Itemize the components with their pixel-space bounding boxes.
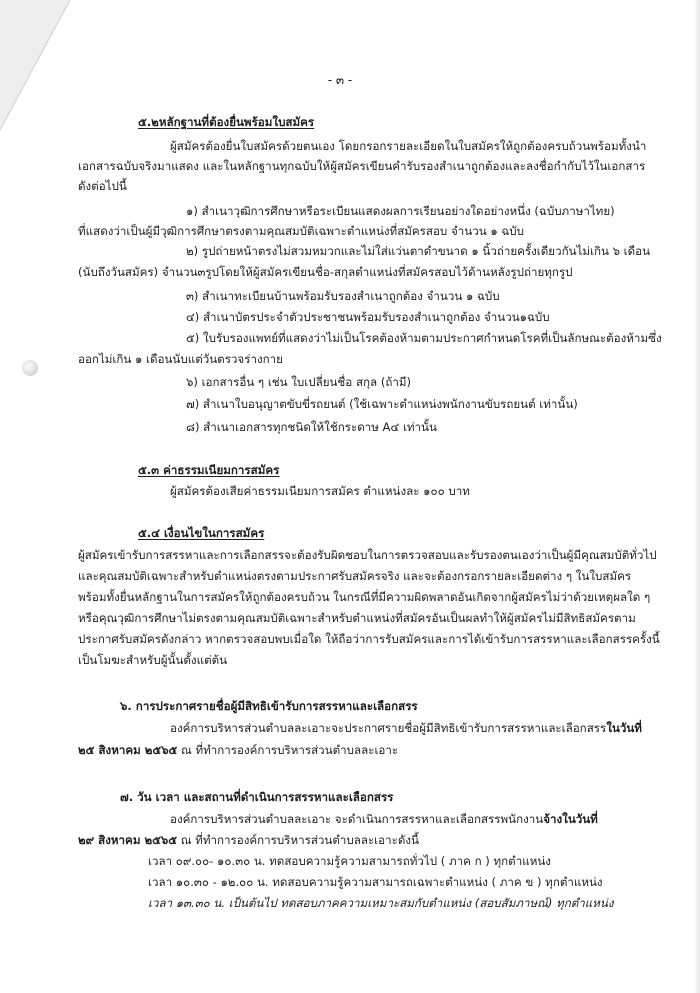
schedule-time-1: เวลา ๐๙.๐๐- ๑๐.๓๐ น. ทดสอบความรู้ความสามารถทั่วไป ( ภาค ก ) ทุกตำแหน่ง <box>148 854 551 868</box>
section-6-line-2 <box>78 741 398 759</box>
section-7-line-1-date-label: จ้างในวันที่ <box>543 812 598 826</box>
schedule-time-2: เวลา ๑๐.๓๐ - ๑๒.๐๐ น. ทดสอบความรู้ความสามารถเฉพาะตำแหน่ง ( ภาค ข ) ทุกตำแหน่ง <box>148 875 603 889</box>
item-4: ๔) สำเนาบัตรประจำตัวประชาชนพร้อมรับรองสำเนาถูกต้อง จำนวน๑ฉบับ <box>186 310 550 324</box>
section-5-2-intro-line-3: ดังต่อไปนี้ <box>78 179 127 193</box>
punch-hole <box>22 360 38 376</box>
section-7-heading: ๗. วัน เวลา และสถานที่ดำเนินการสรรหาและเลือกสรร <box>120 790 394 804</box>
section-6-location: ณ ที่ทำการองค์การบริหารส่วนตำบลละเอาะ <box>177 743 399 757</box>
section-7-line-1 <box>170 810 598 828</box>
item-8: ๘) สำเนาเอกสารทุกชนิดให้ใช้กระดาษ A๔ เท่านั้น <box>186 420 437 434</box>
item-7: ๗) สำเนาใบอนุญาตขับขี่รถยนต์ (ใช้เฉพาะตำแหน่งพนักงานขับรถยนต์ เท่านั้น) <box>186 397 578 411</box>
section-5-2-intro-line-2: เอกสารฉบับจริงมาแสดง และในหลักฐานทุกฉบับให้ผู้สมัครเขียนคำรับรองสำเนาถูกต้องและลงชื่อกำกับไว้ในเอกสาร <box>78 159 646 173</box>
section-7-line-2 <box>78 831 419 849</box>
section-7-date: ๒๙ สิงหาคม ๒๕๖๕ <box>78 833 178 847</box>
section-7-location: ณ ที่ทำการองค์การบริหารส่วนตำบลละเอาะดังนี้ <box>177 833 419 847</box>
section-5-4-line-6: เป็นโมฆะสำหรับผู้นั้นตั้งแต่ต้น <box>78 653 228 667</box>
section-5-4-line-4: หรือคุณวุฒิการศึกษาไม่ตรงตามคุณสมบัติเฉพาะสำหรับตำแหน่งที่สมัครอันเป็นผลทำให้ผู้สมัครไม่มีสิทธิสมัครตาม <box>78 611 636 625</box>
item-1-line-2: ที่แสดงว่าเป็นผู้มีวุฒิการศึกษาตรงตามคุณสมบัติเฉพาะตำแหน่งที่สมัครสอบ จำนวน ๑ ฉบับ <box>78 224 524 238</box>
page-number: - ๓ - <box>327 73 353 87</box>
item-1-line-1: ๑) สำเนาวุฒิการศึกษาหรือระเบียนแสดงผลการเรียนอย่างใดอย่างหนึ่ง (ฉบับภาษาไทย) <box>186 204 615 218</box>
section-5-4-heading: ๕.๔ เงื่อนไขในการสมัคร <box>138 526 265 540</box>
item-5-line-1: ๕) ใบรับรองแพทย์ที่แสดงว่าไม่เป็นโรคต้องห้ามตามประกาศกำหนดโรคที่เป็นลักษณะต้องห้ามซึ่ง <box>186 331 662 345</box>
section-5-4-line-5: ประกาศรับสมัครดังกล่าว หากตรวจสอบพบเมื่อใด ให้ถือว่าการรับสมัครและการได้เข้ารับการสรรหาและเลือกสรรครั้งนี้ <box>78 632 660 646</box>
item-2-line-1: ๒) รูปถ่ายหน้าตรงไม่สวมหมวกและไม่ใส่แว่นตาดำขนาด ๑ นิ้วถ่ายครั้งเดียวกันไม่เกิน ๖ เดือน <box>186 244 651 258</box>
section-5-3-body: ผู้สมัครต้องเสียค่าธรรมเนียมการสมัคร ตำแหน่งละ ๑๐๐ บาท <box>170 484 470 498</box>
section-6-line-1-date-label: ในวันที่ <box>606 721 642 735</box>
section-6-date: ๒๕ สิงหาคม ๒๕๖๕ <box>78 743 178 757</box>
item-5-line-2: ออกไม่เกิน ๑ เดือนนับแต่วันตรวจร่างกาย <box>78 352 283 366</box>
section-7-line-1-text: องค์การบริหารส่วนตำบลละเอาะ จะดำเนินการสรรหาและเลือกสรรพนักงาน <box>170 812 544 826</box>
section-6-heading: ๖. การประกาศรายชื่อผู้มีสิทธิเข้ารับการสรรหาและเลือกสรร <box>120 699 418 713</box>
item-2-line-2: (นับถึงวันสมัคร) จำนวน๓รูปโดยให้ผู้สมัครเขียนชื่อ-สกุลตำแหน่งที่สมัครสอบไว้ด้านหลังรูปถ่ายทุกรูป <box>78 265 573 279</box>
section-6-line-1 <box>170 719 642 737</box>
section-6-line-1-text: องค์การบริหารส่วนตำบลละเอาะจะประกาศรายชื่อผู้มีสิทธิเข้ารับการสรรหาและเลือกสรร <box>170 721 607 735</box>
item-3: ๓) สำเนาทะเบียนบ้านพร้อมรับรองสำเนาถูกต้อง จำนวน ๑ ฉบับ <box>186 289 500 303</box>
page-corner-shading <box>0 0 110 140</box>
section-5-2-heading: ๕.๒หลักฐานที่ต้องยื่นพร้อมใบสมัคร <box>138 115 315 129</box>
section-5-4-line-3: พร้อมทั้งยื่นหลักฐานในการสมัครให้ถูกต้องครบถ้วน ในกรณีที่มีความผิดพลาดอันเกิดจากผู้สมัครไม่ว่าด้วยเหตุผลใด ๆ <box>78 590 651 604</box>
item-6: ๖) เอกสารอื่น ๆ เช่น ใบเปลี่ยนชื่อ สกุล (ถ้ามี) <box>186 375 412 389</box>
section-5-4-line-1: ผู้สมัครเข้ารับการสรรหาและการเลือกสรรจะต้องรับผิดชอบในการตรวจสอบและรับรองตนเองว่าเป็นผู้มีคุณสมบัติทั่วไป <box>78 548 657 562</box>
schedule-time-3: เวลา ๑๓.๓๐ น. เป็นต้นไป ทดสอบภาคความเหมาะสมกับตำแหน่ง (สอบสัมภาษณ์) ทุกตำแหน่ง <box>148 896 614 910</box>
section-5-3-heading: ๕.๓ ค่าธรรมเนียมการสมัคร <box>138 463 280 477</box>
section-5-2-intro-line-1: ผู้สมัครต้องยื่นใบสมัครด้วยตนเอง โดยกรอกรายละเอียดในใบสมัครให้ถูกต้องครบถ้วนพร้อมทั้งนำ <box>170 139 647 153</box>
page-edge-shading <box>694 0 700 993</box>
section-5-4-line-2: และคุณสมบัติเฉพาะสำหรับตำแหน่งตรงตามประกาศรับสมัครจริง และจะต้องกรอกรายละเอียดต่าง ๆ ในใบสมัคร <box>78 569 632 583</box>
